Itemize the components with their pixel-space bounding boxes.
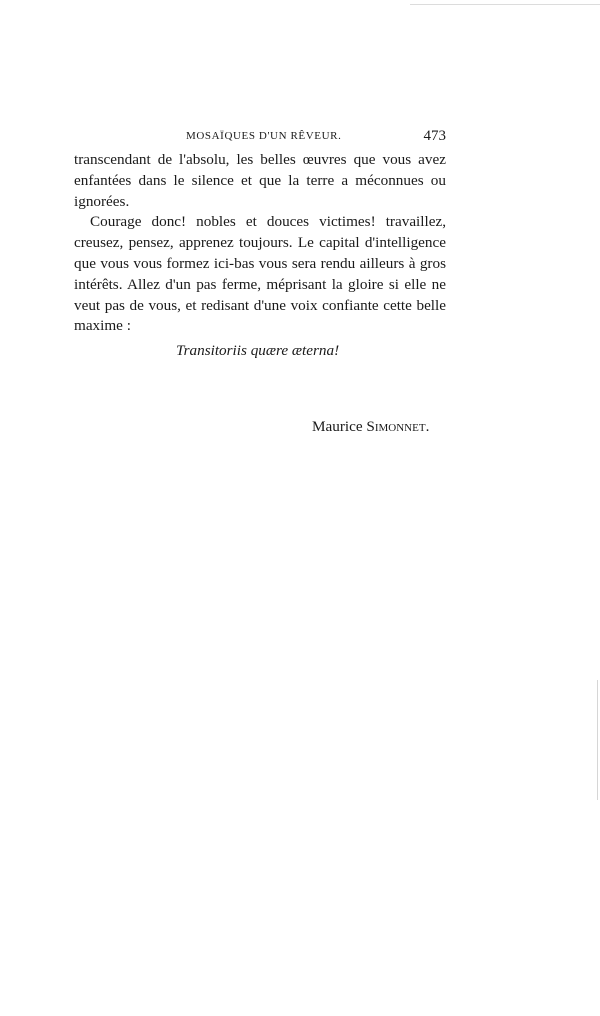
running-title: MOSAÏQUES D'UN RÊVEUR. (186, 130, 342, 142)
text-line: que vous vous formez ici-bas vous sera rendu ailleurs à gros (74, 254, 446, 272)
text-line: ignorées. (74, 192, 130, 210)
signature-last-name: Simonnet. (366, 418, 430, 435)
text-line: maxime : (74, 317, 131, 335)
signature-first-name: Maurice (312, 418, 363, 435)
margin-edge-line (597, 680, 598, 800)
text-line: Courage donc! nobles et douces victimes! travaillez, (90, 213, 446, 231)
page-number: 473 (423, 128, 446, 144)
running-head (74, 128, 446, 148)
text-line: veut pas de vous, et redisant d'une voix confiante cette belle (74, 296, 446, 314)
text-line: enfantées dans le silence et que la terre a méconnues ou (74, 171, 446, 189)
author-signature (312, 418, 429, 436)
latin-maxim: Transitoriis quære æterna! (176, 342, 340, 359)
text-line: transcendant de l'absolu, les belles œuvres que vous avez (74, 151, 446, 168)
text-line: creusez, pensez, apprenez toujours. Le capital d'intelligence (74, 234, 446, 252)
text-line: intérêts. Allez d'un pas ferme, méprisant la gloire si elle ne (74, 275, 446, 293)
top-edge-rule (410, 4, 600, 5)
body-text (74, 150, 446, 337)
